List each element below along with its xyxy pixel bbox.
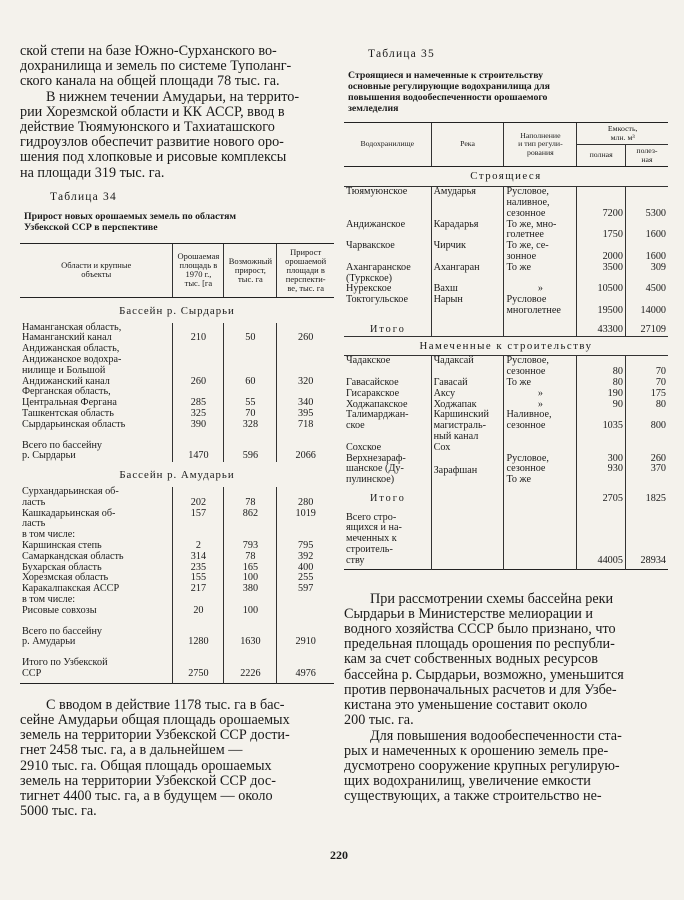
table-total-row: Итого 43300 27109: [370, 323, 666, 335]
right-paragraph-2: Для повышения водообеспеченности ста- рых и намеченных к орошению земель пре- дусмотрено сооружение крупных регулирую- щих водохранилищ, увеличение емкости существующих, а также строительство не-: [344, 727, 622, 805]
right-paragraph-1: При рассмотрении схемы бассейна реки Сырдарьи в Министерстве мелиорации и водного хозяйства СССР было признано, что предельная площадь орошения по республи- кам за счет собственных водных ресурсов бассейна р. Сырдарьи, возможно, уменьшится против первоначальных расчетов и для Узбе- кистана это уменьшение составит около 200 тыс. га.: [344, 590, 624, 729]
table-row: Кашкадарьинская об- ласть в том числе: 157 862 1019: [20, 509, 334, 541]
section-heading-planned: Намеченные к строительству: [344, 336, 668, 356]
table-header-cell: Области и крупные объекты: [20, 243, 173, 297]
table-row: Наманганская область, Наманганский канал 210 50 260: [20, 323, 334, 345]
table-row: Сырдарьинская область 390 328 718: [20, 420, 334, 431]
table-header-cell: Водохранилище: [344, 123, 431, 167]
table-34: [20, 243, 334, 684]
left-column: [20, 44, 334, 819]
table-34-title: Прирост новых орошаемых земель по областям Узбекской ССР в перспективе: [24, 210, 237, 233]
table-header-cell: Река: [431, 123, 504, 167]
table-34-label: Таблица 34: [50, 190, 117, 203]
table-row: Верхнезараф- шанское (Ду- пулинское) Зарафшан Русловое, сезонное То же 300 930 260 370: [346, 452, 666, 486]
table-row: Чарвакское Чирчик То же, се- зонное 2000 1600: [346, 240, 666, 262]
table-header-cell: Орошаемая площадь в 1970 г., тыс. [га: [173, 243, 224, 297]
table-row: Каршинская степь 2 793 795: [20, 541, 334, 552]
table-header-cell: Емкость, млн. м³: [577, 123, 668, 145]
table-total-row: Итого 2705 1825: [370, 492, 666, 504]
basin-heading-amudarya: Бассейн р. Амударьи: [119, 469, 235, 482]
table-row: Талимарджан- ское Каршинский магистраль- ный канал Наливное, сезонное 1035 800: [346, 409, 666, 442]
table-row: Сохское Сох: [344, 443, 668, 454]
table-row: Ахангаранское (Туркское) Ахангаран То же 3500 309: [346, 261, 666, 284]
table-34-header: [20, 243, 334, 297]
table-row: Чадакское Чадаксай Русловое, сезонное 80 70: [346, 355, 666, 378]
table-row: Гавасайское Гавасай То же 80 70: [346, 376, 666, 388]
table-row: Рисовые совхозы 20 100: [20, 606, 334, 617]
table-header-cell: Прирост орошаемой площади в перспекти- ве, тыс. га: [277, 243, 334, 297]
table-35-header: [344, 123, 668, 145]
page-number: 220: [330, 848, 348, 862]
table-row: Гисаракское Аксу » 190 175: [346, 387, 666, 399]
table-row: Андижанская область, Андижанское водохра- нилище и Большой Андижанский канал 260 60 320: [20, 344, 334, 387]
table-row: Ходжапакское Ходжапак » 90 80: [346, 398, 666, 410]
table-row: Ферганская область, Центральная Фергана 285 55 340: [20, 387, 334, 409]
section-heading-under-construction: Строящиеся: [344, 167, 668, 187]
table-row: Андижанское Карадарья То же, мно- голетнее 1750 1600: [346, 218, 666, 241]
table-total-row: Всего по бассейну р. Амударьи 1280 1630 2910: [20, 627, 334, 649]
table-header-cell: Наполнение и тип регули- рования: [504, 123, 577, 167]
table-total-row: Всего по бассейну р. Сырдарьи 1470 596 2066: [20, 441, 334, 463]
table-grand-total-row: Всего стро- ящихся и на- меченных к строитель- ству 44005 28934: [344, 513, 668, 569]
table-row: Тюямуюнское Амударья Русловое, наливное, сезонное 7200 5300: [346, 186, 666, 219]
left-paragraph-1: ской степи на базе Южно-Сурханского во- дохранилища и земель по системе Туполанг- ского канала на общей площади 78 тыс. га.: [20, 43, 292, 90]
table-35-label: Таблица 35: [368, 48, 435, 60]
left-paragraph-2: В нижнем течении Амударьи, на террито- рии Хорезмской области и КК АССР, ввод в действие Тюямуюнского и Тахиаташского гидроузлов обеспечит развитие нового оро- шения под хлопковые и рисовые комплексы на площади 319 тыс. га.: [20, 88, 300, 181]
table-grand-total-row: Итого по Узбекской ССР 2750 2226 4976: [20, 658, 334, 683]
table-row: Токтогульское Нарын Русловое многолетнее 19500 14000: [346, 294, 666, 316]
right-column: [344, 44, 668, 805]
table-header-cell: полная: [577, 145, 626, 167]
table-row: Самаркандская область 314 78 392: [20, 552, 334, 563]
table-row: Ташкентская область 325 70 395: [20, 409, 334, 420]
table-header-cell: Возможный прирост, тыс. га: [224, 243, 277, 297]
table-row: Бухарская область 235 165 400: [20, 563, 334, 574]
table-35: [344, 122, 668, 570]
table-35-title: Строящиеся и намеченные к строительству основные регулирующие водохранилища для повышения водообеспеченности орошаемого земледелия: [348, 70, 550, 114]
table-header-cell: полез- ная: [625, 145, 668, 167]
table-row: Нурекское Вахш » 10500 4500: [346, 283, 666, 295]
basin-heading-syrdarya: Бассейн р. Сырдарьи: [119, 304, 235, 317]
table-row: Сурхандарьинская об- ласть 202 78 280: [20, 487, 334, 509]
table-row: Хорезмская область 155 100 255: [20, 573, 334, 584]
table-row: Каракалпакская АССР в том числе: 217 380 597: [20, 584, 334, 606]
left-paragraph-3: С вводом в действие 1178 тыс. га в бас- сейне Амударьи общая площадь орошаемых земель на территории Узбекской ССР дости- гнет 2458 тыс. га, а в дальнейшем — 2910 тыс. га. Общая площадь орошаемых земель на территории Узбекской ССР дос- тигнет 4400 тыс. га, а в будущем — около 5000 тыс. га.: [20, 696, 290, 820]
